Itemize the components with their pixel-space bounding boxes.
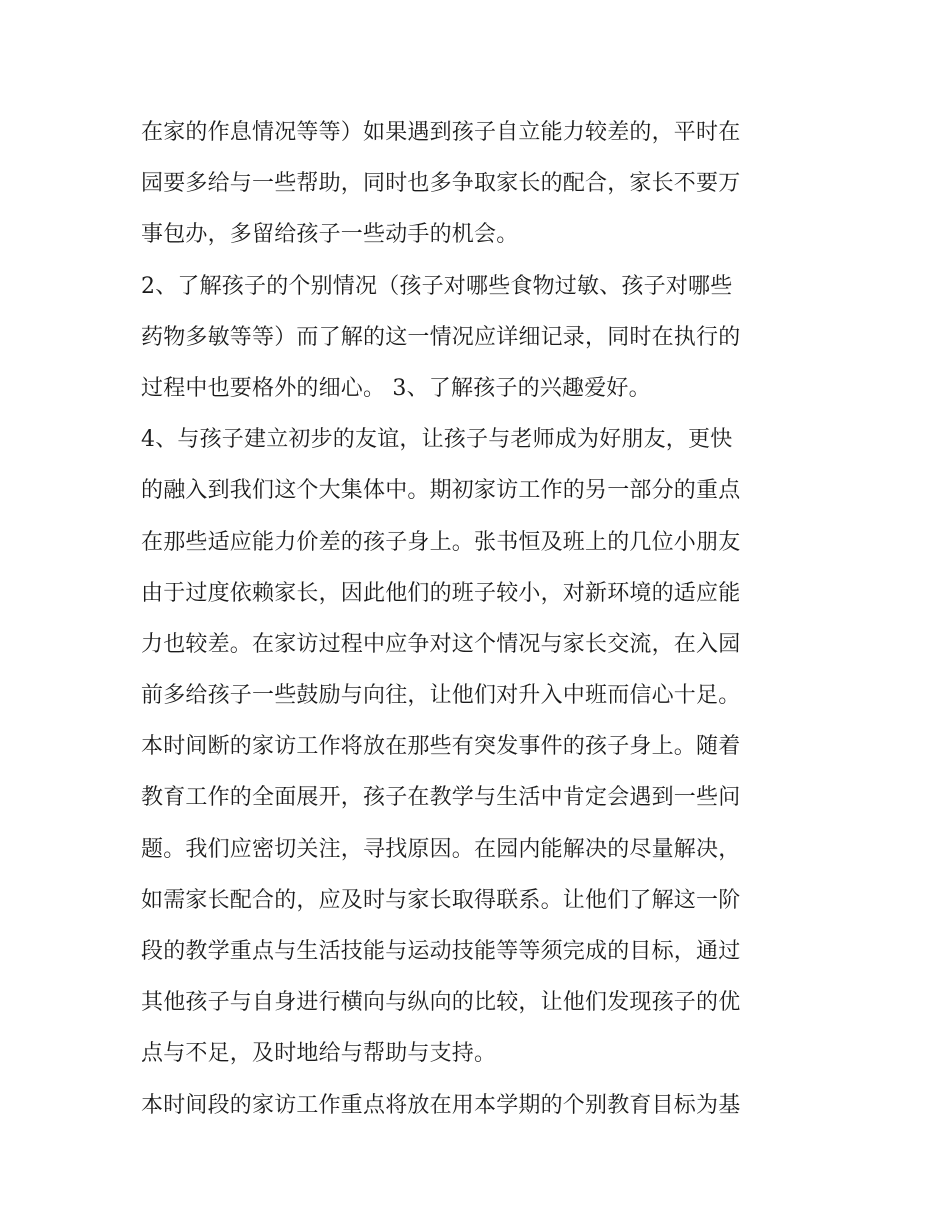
text-line: 事包办，多留给孩子一些动手的机会。: [141, 222, 519, 248]
text-line: 本时间断的家访工作将放在那些有突发事件的孩子身上。随着: [141, 734, 741, 760]
text-line: 2、了解孩子的个别情况（孩子对哪些食物过敏、孩子对哪些: [141, 273, 733, 299]
text-line: 4、与孩子建立初步的友谊，让孩子与老师成为好朋友，更快: [141, 427, 733, 453]
text-line: 其他孩子与自身进行横向与纵向的比较，让他们发现孩子的优: [141, 990, 741, 1016]
text-line: 前多给孩子一些鼓励与向往，让他们对升入中班而信心十足。: [141, 683, 741, 709]
text-line: 园要多给与一些帮助，同时也多争取家长的配合，家长不要万: [141, 171, 741, 197]
text-line: 教育工作的全面展开，孩子在教学与生活中肯定会遇到一些问: [141, 785, 741, 811]
text-line: 在那些适应能力价差的孩子身上。张书恒及班上的几位小朋友: [141, 529, 741, 555]
text-line: 本时间段的家访工作重点将放在用本学期的个别教育目标为基: [141, 1092, 741, 1118]
text-line: 力也较差。在家访过程中应争对这个情况与家长交流，在入园: [141, 631, 741, 657]
text-line: 过程中也要格外的细心。 3、了解孩子的兴趣爱好。: [141, 375, 651, 401]
text-line: 段的教学重点与生活技能与运动技能等等须完成的目标，通过: [141, 939, 741, 964]
text-line: 的融入到我们这个大集体中。期初家访工作的另一部分的重点: [141, 478, 741, 504]
text-line: 在家的作息情况等等）如果遇到孩子自立能力较差的，平时在: [141, 120, 741, 145]
text-line: 药物多敏等等）而了解的这一情况应详细记录，同时在执行的: [141, 324, 741, 350]
text-line: 点与不足，及时地给与帮助与支持。: [141, 1041, 497, 1067]
text-line: 由于过度依赖家长，因此他们的班子较小，对新环境的适应能: [141, 580, 741, 606]
text-line: 如需家长配合的，应及时与家长取得联系。让他们了解这一阶: [141, 887, 741, 913]
document-body: [141, 107, 821, 1131]
text-line: 题。我们应密切关注，寻找原因。在园内能解决的尽量解决，: [141, 836, 741, 862]
